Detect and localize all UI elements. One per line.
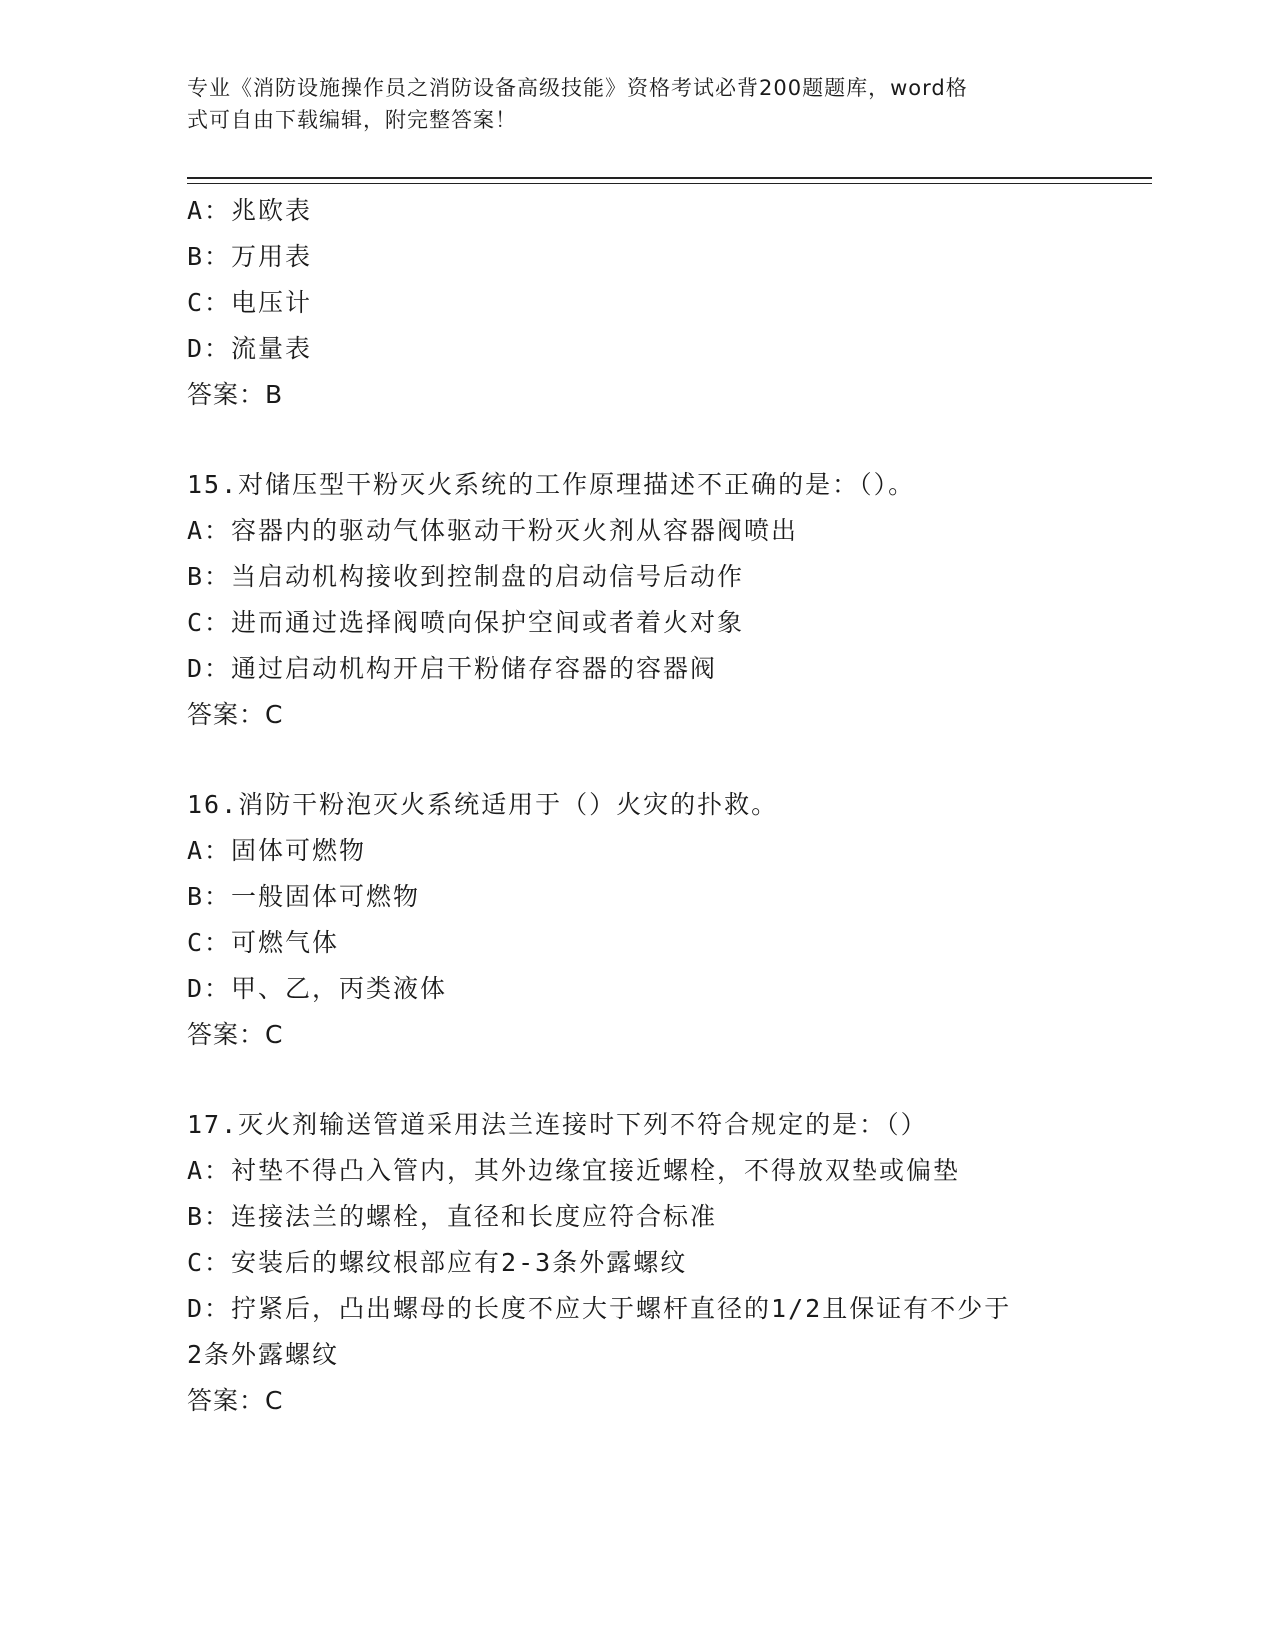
answer: 答案：B	[187, 380, 284, 409]
question-16	[187, 782, 1087, 1058]
question-text: 15.对储压型干粉灭火系统的工作原理描述不正确的是：（）。	[187, 470, 916, 499]
option-a: A：容器内的驱动气体驱动干粉灭火剂从容器阀喷出	[187, 516, 799, 545]
option-d: D：拧紧后，凸出螺母的长度不应大于螺杆直径的1/2且保证有不少于	[187, 1294, 1012, 1323]
option-d-continued: 2条外露螺纹	[187, 1340, 340, 1369]
option-a: A：固体可燃物	[187, 836, 367, 865]
option-a: A：兆欧表	[187, 196, 313, 225]
option-b: B：连接法兰的螺栓，直径和长度应符合标准	[187, 1202, 718, 1231]
question-text: 16.消防干粉泡灭火系统适用于（）火灾的扑救。	[187, 790, 779, 819]
answer: 答案：C	[187, 1020, 284, 1049]
option-d: D：通过启动机构开启干粉储存容器的容器阀	[187, 654, 718, 683]
header-rule-thick	[187, 177, 1152, 179]
question-list	[187, 188, 1087, 1424]
option-c: C：可燃气体	[187, 928, 340, 957]
header-line-1: 专业《消防设施操作员之消防设备高级技能》资格考试必背200题题库，word格	[187, 76, 968, 100]
question-text: 17.灭火剂输送管道采用法兰连接时下列不符合规定的是：（）	[187, 1110, 928, 1139]
option-c: C：安装后的螺纹根部应有2-3条外露螺纹	[187, 1248, 688, 1277]
option-b: B：当启动机构接收到控制盘的启动信号后动作	[187, 562, 745, 591]
header-rule-thin	[187, 183, 1152, 184]
option-d: D：甲、乙，丙类液体	[187, 974, 448, 1003]
question-14	[187, 188, 1087, 418]
answer: 答案：C	[187, 1386, 284, 1415]
option-d: D：流量表	[187, 334, 313, 363]
option-c: C：进而通过选择阀喷向保护空间或者着火对象	[187, 608, 745, 637]
document-header	[187, 72, 1067, 136]
question-15	[187, 462, 1087, 738]
question-17	[187, 1102, 1087, 1424]
header-line-2: 式可自由下载编辑，附完整答案！	[187, 108, 517, 132]
option-c: C：电压计	[187, 288, 313, 317]
option-b: B：万用表	[187, 242, 313, 271]
option-a: A：衬垫不得凸入管内，其外边缘宜接近螺栓，不得放双垫或偏垫	[187, 1156, 961, 1185]
option-b: B：一般固体可燃物	[187, 882, 421, 911]
answer: 答案：C	[187, 700, 284, 729]
